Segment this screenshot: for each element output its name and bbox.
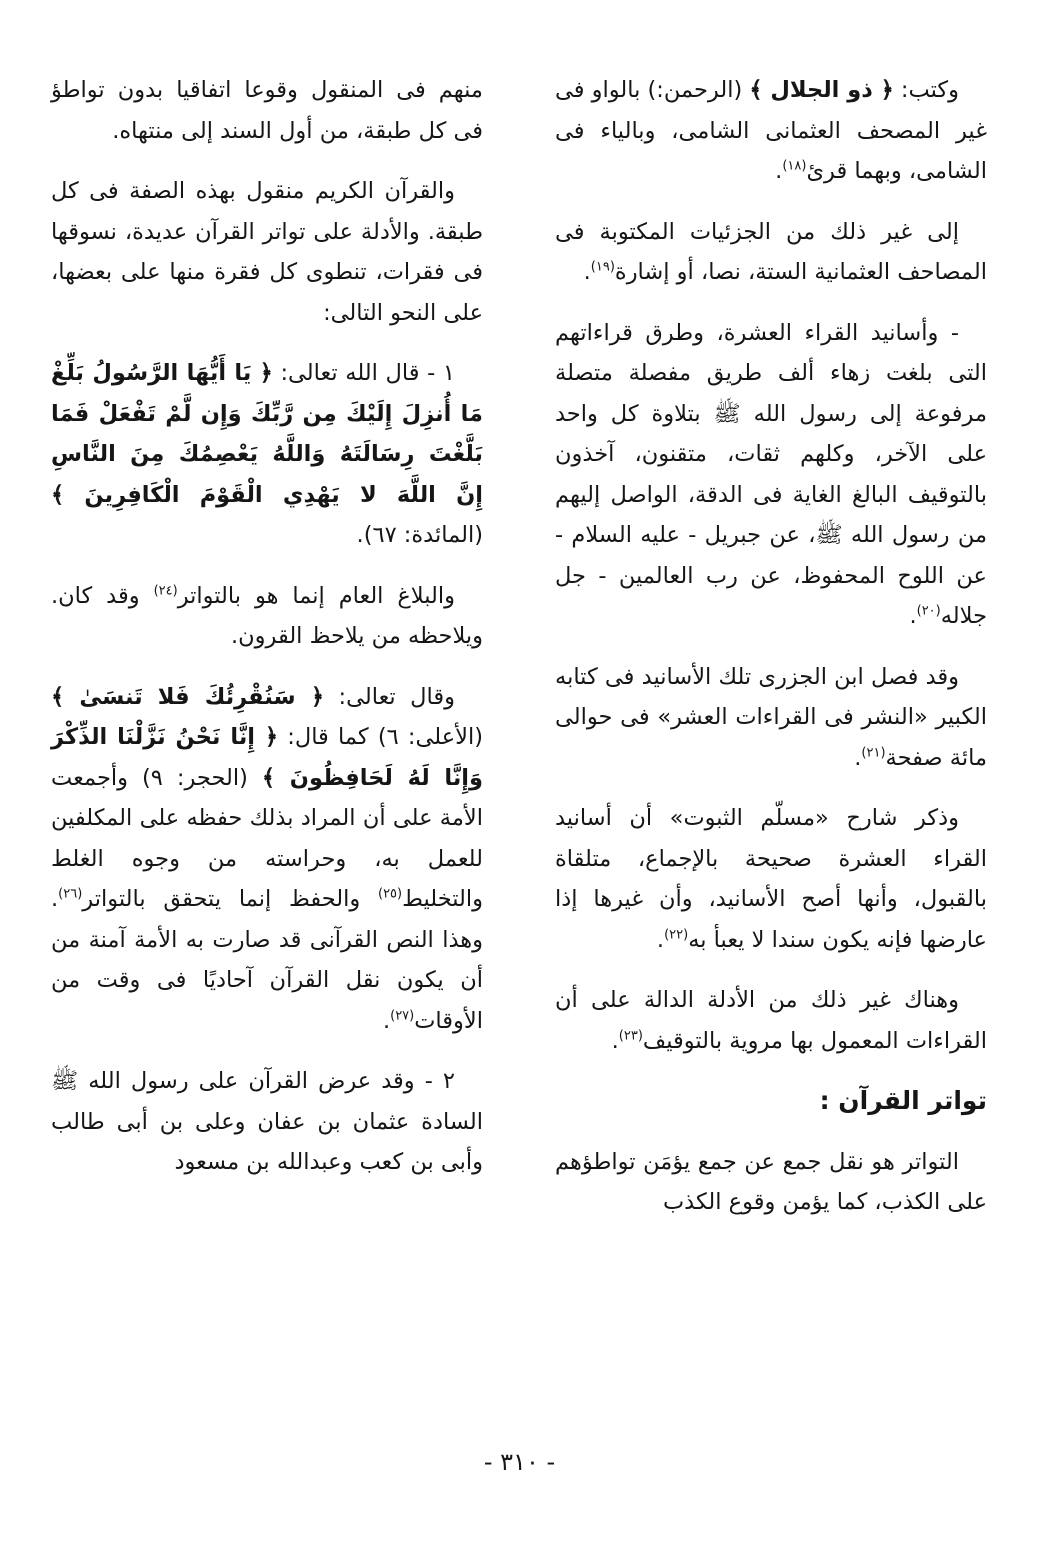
footnote-ref: (٢١) [861,745,886,760]
footnote-ref: (٢٥) [377,886,403,902]
quran-verse: ﴿ إِنَّا نَحْنُ نَزَّلْنَا الذِّكْرَ وَإِنَّا لَهُ لَحَافِظُونَ ﴾ [51,724,483,791]
quran-verse: ﴿ سَنُقْرِئُكَ فَلا تَنسَىٰ ﴾ [51,683,325,710]
paragraph: ١ - قال الله تعالى: ﴿ يَا أَيُّهَا الرَّسُولُ بَلِّغْ مَا أُنزِلَ إِلَيْكَ مِن رَّبِّكَ وَإِن لَّمْ تَفْعَلْ فَمَا بَلَّغْتَ رِسَالَتَهُ وَاللَّهُ يَعْصِمُكَ مِنَ النَّاسِ إِنَّ اللَّهَ لا يَهْدِي الْقَوْمَ الْكَافِرِينَ ﴾ (المائدة: ٦٧). [51,360,483,548]
footnote-ref: (٢٦) [58,886,83,902]
paragraph: وكتب: ﴿ ذو الجلال ﴾ (الرحمن:) بالواو فى غير المصحف العثمانى الشامى، وبالياء فى الشامى، وبهما قرئ$^{(١٨)}$. [555,77,987,184]
paragraph: وقال تعالى: ﴿ سَنُقْرِئُكَ فَلا تَنسَىٰ ﴾ (الأعلى: ٦) كما قال: ﴿ إِنَّا نَحْنُ نَزَّلْنَا الذِّكْرَ وَإِنَّا لَهُ لَحَافِظُونَ ﴾ (الحجر: ٩) وأجمعت الأمة على أن المراد بذلك حفظه على المكلفين للعمل به، وحراسته من وجوه الغلط والتخليط$^{(٢٥)}$ والحفظ إنما يتحقق بالتواتر$^{(٢٦)}$. وهذا النص القرآنى قد صارت به الأمة آمنة من أن يكون نقل القرآن آحاديًا فى وقت من الأوقات$^{(٢٧)}$. [51,683,483,1034]
footnote-ref: (٢٧) [390,1008,415,1023]
quran-verse: ﴿ ذو الجلال ﴾ [749,77,894,103]
paragraph: والقرآن الكريم منقول بهذه الصفة فى كل طبقة. والأدلة على تواتر القرآن عديدة، نسوقها فى فقرات، تنطوى كل فقرة منها على بعضها، على النحو التالى: [51,178,483,326]
section-heading: تواتر القرآن : [819,1086,987,1115]
footnote-ref: (٢٤) [153,583,178,598]
paragraph: إلى غير ذلك من الجزئيات المكتوبة فى المصاحف العثمانية الستة، نصا، أو إشارة$^{(١٩)}$. [555,218,987,285]
footnote-ref: (٢٣) [618,1028,643,1043]
footnote-ref: (٢٠) [916,603,941,619]
paragraph: - وأسانيد القراء العشرة، وطرق قراءاتهم التى بلغت زهاء ألف طريق مفصلة متصلة مرفوعة إلى رسول الله ﷺ بتلاوة كل واحد على الآخر، وكلهم ثقات، متقنون، آخذون بالتوقيف البالغ الغاية فى الدقة، الواصل إليهم من رسول الله ﷺ، عن جبريل - عليه السلام - عن اللوح المحفوظ، عن رب العالمين - جل جلاله$^{(٢٠)}$. [555,319,987,629]
footnote-ref: (١٩) [590,259,615,275]
paragraph: ٢ - وقد عرض القرآن على رسول الله ﷺ السادة عثمان بن عفان وعلى بن أبى طالب وأبى بن كعب وعبدالله بن مسعود [51,1068,483,1175]
paragraph-continuation: منهم فى المنقول وقوعا اتفاقيا بدون تواطؤ فى كل طبقة، من أول السند إلى منتهاه. [51,77,483,144]
page-number: - ٣١٠ - [483,1448,556,1476]
paragraph: وهناك غير ذلك من الأدلة الدالة على أن القراءات المعمول بها مروية بالتوقيف$^{(٢٣)}$. [555,987,987,1054]
quran-verse: ﴿ يَا أَيُّهَا الرَّسُولُ بَلِّغْ مَا أُنزِلَ إِلَيْكَ مِن رَّبِّكَ وَإِن لَّمْ تَفْعَلْ فَمَا بَلَّغْتَ رِسَالَتَهُ وَاللَّهُ يَعْصِمُكَ مِنَ النَّاسِ إِنَّ اللَّهَ لا يَهْدِي الْقَوْمَ الْكَافِرِينَ ﴾ [51,360,483,508]
paragraph: التواتر هو نقل جمع عن جمع يؤمَن تواطؤهم على الكذب، كما يؤمن وقوع الكذب [555,1148,987,1215]
footnote-ref: (١٨) [782,158,807,174]
paragraph: وذكر شارح «مسلّم الثبوت» أن أسانيد القراء العشرة صحيحة بالإجماع، متلقاة بالقبول، وأنها أصح الأسانيد، وأن غيرها إذا عارضها فإنه يكون سندا لا يعبأ به$^{(٢٢)}$. [555,805,987,953]
left-column [51,70,483,1203]
paragraph: والبلاغ العام إنما هو بالتواتر$^{(٢٤)}$ وقد كان. ويلاحظه من يلاحظ القرون. [51,582,483,649]
footnote-ref: (٢٢) [664,927,689,942]
paragraph: وقد فصل ابن الجزرى تلك الأسانيد فى كتابه الكبير «النشر فى القراءات العشر» فى حوالى مائة صفحة$^{(٢١)}$. [555,663,987,771]
right-column [555,70,987,1243]
